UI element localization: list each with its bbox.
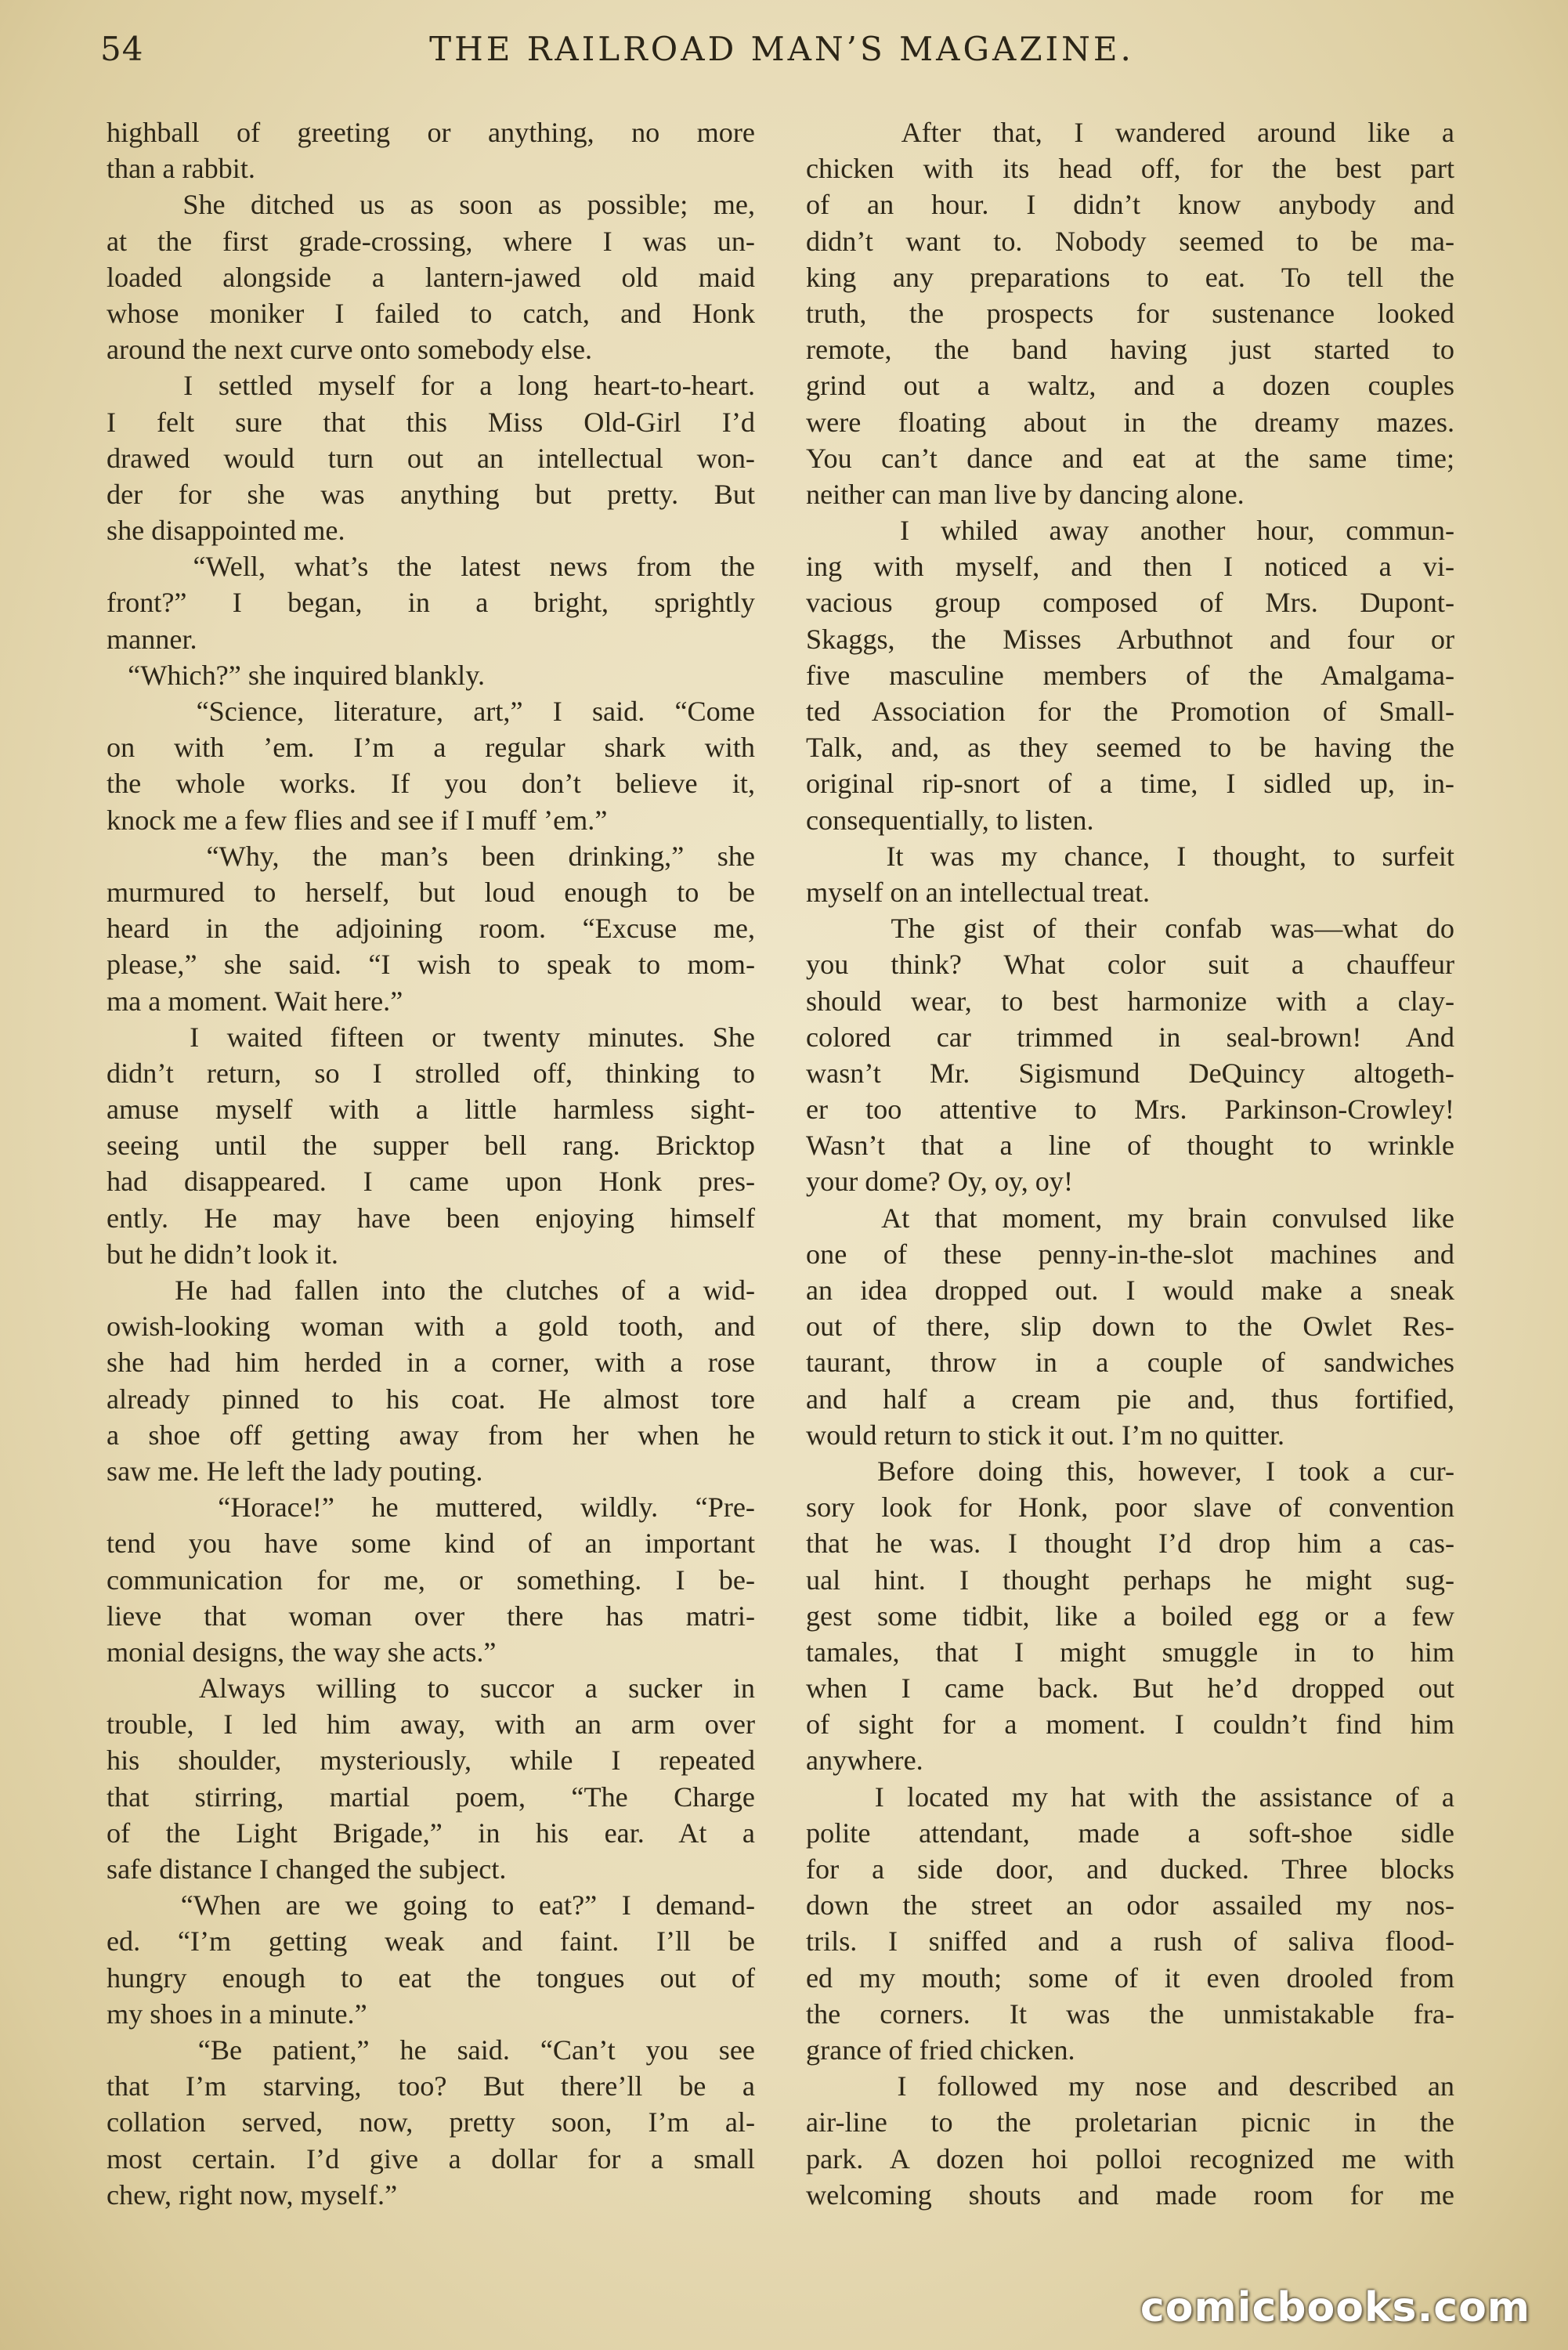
- text-line: Always willing to succor a sucker in: [107, 1672, 755, 1705]
- text-line: park. A dozen hoi polloi recognized me with: [806, 2142, 1454, 2175]
- text-line: seeing until the supper bell rang. Bricktop: [107, 1130, 755, 1162]
- text-line: ed my mouth; some of it even drooled from: [806, 1961, 1454, 1994]
- text-line: knock me a few flies and see if I muff ’em.”: [107, 804, 608, 836]
- text-line: truth, the prospects for sustenance looked: [806, 297, 1454, 329]
- text-line: already pinned to his coat. He almost tore: [107, 1383, 755, 1415]
- text-line: highball of greeting or anything, no more: [107, 117, 755, 148]
- text-line: owish-looking woman with a gold tooth, and: [107, 1311, 755, 1343]
- text-line: a shoe off getting away from her when he: [107, 1419, 755, 1451]
- text-line: grind out a waltz, and a dozen couples: [806, 370, 1454, 402]
- text-line: loaded alongside a lantern-jawed old maid: [107, 261, 755, 293]
- text-line: please,” she said. “I wish to speak to mom-: [107, 949, 755, 981]
- text-line: saw me. He left the lady pouting.: [107, 1455, 483, 1487]
- text-line: sory look for Honk, poor slave of convention: [806, 1491, 1454, 1524]
- text-line: would return to stick it out. I’m no quitter.: [806, 1419, 1285, 1451]
- text-line: out of there, slip down to the Owlet Res-: [806, 1311, 1454, 1343]
- text-line: my shoes in a minute.”: [107, 1998, 367, 2030]
- text-line: I waited fifteen or twenty minutes. She: [107, 1021, 755, 1053]
- text-line: front?” I began, in a bright, sprightly: [107, 587, 755, 619]
- text-line: “Well, what’s the latest news from the: [107, 551, 755, 583]
- text-line: you think? What color suit a chauffeur: [806, 949, 1454, 981]
- text-line: der for she was anything but pretty. But: [107, 478, 755, 510]
- text-line: remote, the band having just started to: [806, 334, 1454, 366]
- text-line: trouble, I led him away, with an arm over: [107, 1708, 755, 1741]
- text-line: taurant, throw in a couple of sandwiches: [806, 1347, 1454, 1379]
- text-line: when I came back. But he’d dropped out: [806, 1672, 1454, 1705]
- text-line: ently. He may have been enjoying himself: [107, 1202, 755, 1234]
- text-line: that I’m starving, too? But there’ll be a: [107, 2070, 755, 2102]
- text-line: At that moment, my brain convulsed like: [806, 1202, 1454, 1234]
- text-line: collation served, now, pretty soon, I’m al-: [107, 2106, 755, 2138]
- text-line: drawed would turn out an intellectual won-: [107, 442, 755, 474]
- text-line: than a rabbit.: [107, 153, 255, 185]
- text-line: heard in the adjoining room. “Excuse me,: [107, 913, 755, 945]
- text-line: grance of fried chicken.: [806, 2034, 1075, 2066]
- text-line: welcoming shouts and made room for me: [806, 2178, 1454, 2211]
- text-line: safe distance I changed the subject.: [107, 1853, 507, 1885]
- text-line: He had fallen into the clutches of a wid-: [107, 1274, 755, 1306]
- left-text-column: [107, 114, 755, 2213]
- text-line: Skaggs, the Misses Arbuthnot and four or: [806, 623, 1454, 655]
- text-line: “Science, literature, art,” I said. “Come: [107, 696, 755, 727]
- text-line: and half a cream pie and, thus fortified,: [806, 1383, 1454, 1415]
- text-line: Before doing this, however, I took a cur-: [806, 1455, 1454, 1487]
- text-line: of the Light Brigade,” in his ear. At a: [107, 1817, 755, 1849]
- text-line: ual hint. I thought perhaps he might sug-: [806, 1564, 1454, 1596]
- text-line: monial designs, the way she acts.”: [107, 1636, 497, 1668]
- text-line: trils. I sniffed and a rush of saliva flood-: [806, 1925, 1454, 1958]
- text-line: the whole works. If you don’t believe it,: [107, 768, 755, 800]
- text-line: er too attentive to Mrs. Parkinson-Crowley!: [806, 1094, 1454, 1126]
- text-line: whose moniker I failed to catch, and Honk: [107, 297, 755, 329]
- text-line: had disappeared. I came upon Honk pres-: [107, 1166, 755, 1198]
- text-line: most certain. I’d give a dollar for a small: [107, 2142, 755, 2175]
- text-line: I whiled away another hour, commun-: [806, 515, 1454, 547]
- text-line: around the next curve onto somebody else.: [107, 334, 593, 366]
- text-line: I followed my nose and described an: [806, 2070, 1454, 2102]
- text-line: on with ’em. I’m a regular shark with: [107, 732, 755, 764]
- text-line: king any preparations to eat. To tell the: [806, 261, 1454, 293]
- text-line: for a side door, and ducked. Three blocks: [806, 1853, 1454, 1885]
- text-line: didn’t return, so I strolled off, thinking to: [107, 1057, 755, 1089]
- text-line: amuse myself with a little harmless sight-: [107, 1094, 755, 1126]
- text-line: should wear, to best harmonize with a clay-: [806, 985, 1454, 1017]
- text-line: were floating about in the dreamy mazes.: [806, 406, 1454, 438]
- text-line: It was my chance, I thought, to surfeit: [806, 840, 1454, 872]
- text-line: tamales, that I might smuggle in to him: [806, 1636, 1454, 1668]
- page-number: 54: [100, 30, 144, 68]
- text-line: that stirring, martial poem, “The Charge: [107, 1781, 755, 1813]
- text-line: ted Association for the Promotion of Small-: [806, 696, 1454, 727]
- text-line: one of these penny-in-the-slot machines and: [806, 1238, 1454, 1270]
- text-line: The gist of their confab was—what do: [806, 913, 1454, 945]
- text-line: Wasn’t that a line of thought to wrinkle: [806, 1130, 1454, 1162]
- text-line: hungry enough to eat the tongues out of: [107, 1961, 755, 1994]
- text-line: gest some tidbit, like a boiled egg or a few: [806, 1600, 1454, 1632]
- text-line: ing with myself, and then I noticed a vi-: [806, 551, 1454, 583]
- text-line: I located my hat with the assistance of a: [806, 1781, 1454, 1813]
- text-line: anywhere.: [806, 1744, 923, 1777]
- text-line: didn’t want to. Nobody seemed to be ma-: [806, 225, 1454, 257]
- text-line: wasn’t Mr. Sigismund DeQuincy altogeth-: [806, 1057, 1454, 1089]
- text-line: she disappointed me.: [107, 515, 345, 547]
- text-line: “Which?” she inquired blankly.: [107, 659, 485, 691]
- text-line: consequentially, to listen.: [806, 804, 1094, 836]
- text-line: but he didn’t look it.: [107, 1238, 338, 1270]
- text-line: at the first grade-crossing, where I was un-: [107, 225, 755, 257]
- text-line: “Be patient,” he said. “Can’t you see: [107, 2034, 755, 2066]
- text-line: I felt sure that this Miss Old-Girl I’d: [107, 406, 755, 438]
- running-header: [100, 30, 1463, 85]
- text-line: colored car trimmed in seal-brown! And: [806, 1021, 1454, 1053]
- text-line: “When are we going to eat?” I demand-: [107, 1889, 755, 1922]
- text-line: your dome? Oy, oy, oy!: [806, 1166, 1074, 1198]
- text-line: tend you have some kind of an important: [107, 1528, 755, 1560]
- text-line: “Horace!” he muttered, wildly. “Pre-: [107, 1491, 755, 1524]
- text-line: manner.: [107, 623, 197, 655]
- text-line: down the street an odor assailed my nos-: [806, 1889, 1454, 1922]
- right-text-column: [806, 114, 1454, 2213]
- text-line: You can’t dance and eat at the same time;: [806, 442, 1454, 474]
- text-line: she had him herded in a corner, with a rose: [107, 1347, 755, 1379]
- site-watermark: comicbooks.com: [1140, 2284, 1530, 2331]
- text-line: five masculine members of the Amalgama-: [806, 659, 1454, 691]
- text-line: murmured to herself, but loud enough to be: [107, 876, 755, 908]
- text-line: original rip-snort of a time, I sidled up, in-: [806, 768, 1454, 800]
- text-line: chew, right now, myself.”: [107, 2178, 398, 2211]
- text-line: neither can man live by dancing alone.: [806, 478, 1245, 510]
- text-line: of an hour. I didn’t know anybody and: [806, 189, 1454, 221]
- text-line: polite attendant, made a soft-shoe sidle: [806, 1817, 1454, 1849]
- text-line: “Why, the man’s been drinking,” she: [107, 840, 755, 872]
- text-line: Talk, and, as they seemed to be having the: [806, 732, 1454, 764]
- text-line: the corners. It was the unmistakable fra-: [806, 1998, 1454, 2030]
- text-line: myself on an intellectual treat.: [806, 876, 1151, 908]
- magazine-title: THE RAILROAD MAN’S MAGAZINE.: [429, 30, 1134, 68]
- text-line: After that, I wandered around like a: [806, 117, 1454, 148]
- text-line: that he was. I thought I’d drop him a cas-: [806, 1528, 1454, 1560]
- text-line: ed. “I’m getting weak and faint. I’ll be: [107, 1925, 755, 1958]
- text-line: I settled myself for a long heart-to-heart.: [107, 370, 755, 402]
- text-line: lieve that woman over there has matri-: [107, 1600, 755, 1632]
- text-line: She ditched us as soon as possible; me,: [107, 189, 755, 221]
- text-line: vacious group composed of Mrs. Dupont-: [806, 587, 1454, 619]
- text-line: of sight for a moment. I couldn’t find him: [806, 1708, 1454, 1741]
- text-line: communication for me, or something. I be-: [107, 1564, 755, 1596]
- text-line: chicken with its head off, for the best part: [806, 153, 1454, 185]
- text-line: his shoulder, mysteriously, while I repeated: [107, 1744, 755, 1777]
- text-line: an idea dropped out. I would make a sneak: [806, 1274, 1454, 1306]
- text-line: ma a moment. Wait here.”: [107, 985, 403, 1017]
- text-line: air-line to the proletarian picnic in the: [806, 2106, 1454, 2138]
